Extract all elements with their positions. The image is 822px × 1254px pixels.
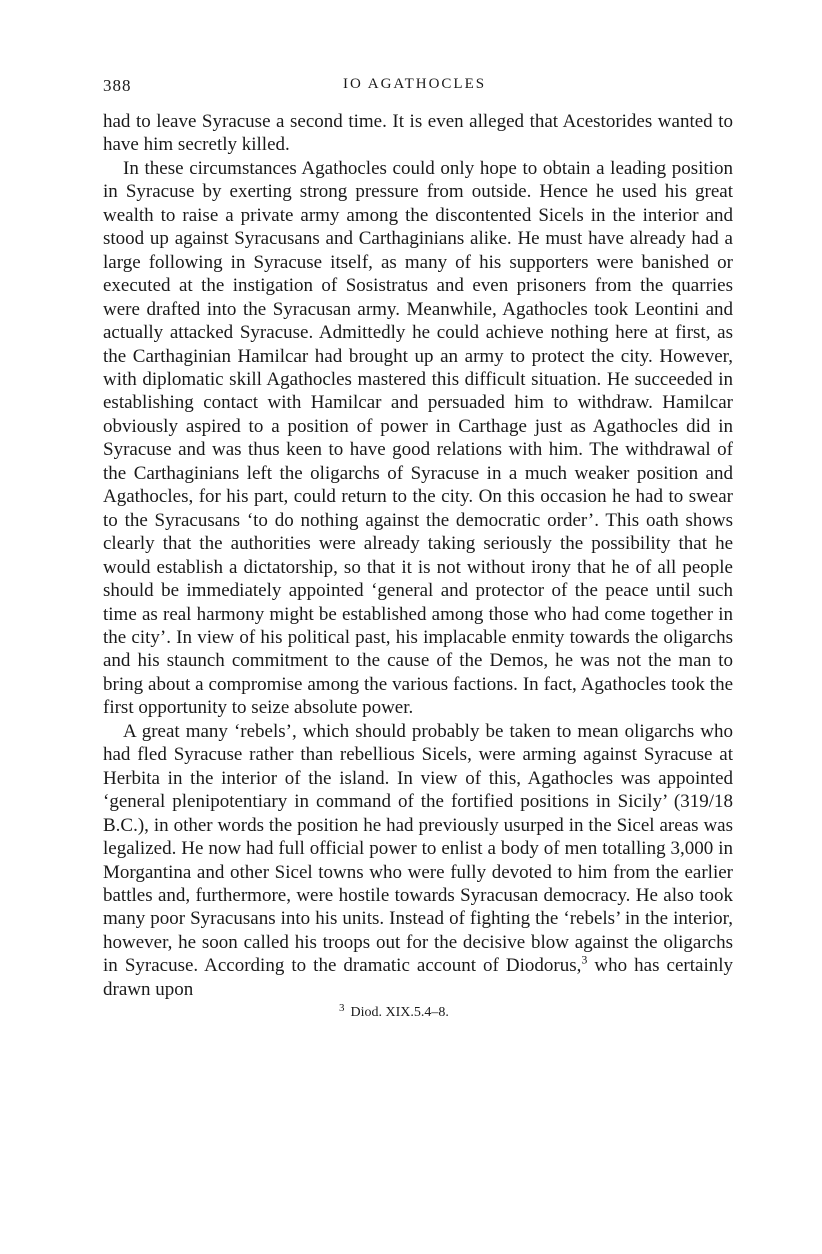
paragraph-with-footnote	[103, 720, 733, 1001]
footnote-text: Diod. XIX.5.4–8.	[350, 1005, 449, 1021]
page-header	[103, 76, 733, 102]
footnote-mark: 3	[339, 1001, 345, 1014]
page-number: 388	[103, 76, 132, 95]
paragraph: In these circumstances Agathocles could only hope to obtain a leading position in Syracuse by exerting strong pressure from outside. Hence he used his great wealth to raise a private army among the discontented Sicels in the interior and stood up against Syracusans and Carthaginians alike. He must have already had a large following in Syracuse itself, as many of his supporters were banished or executed at the instigation of Sosistratus and even prisoners from the quarries were drafted into the Syracusan army. Meanwhile, Agathocles took Leontini and actually attacked Syracuse. Admittedly he could achieve nothing here at first, as the Carthaginian Hamilcar had brought up an army to protect the city. However, with diplomatic skill Agathocles mastered this difficult situation. He succeeded in establishing contact with Hamilcar and persuaded him to withdraw. Hamilcar obviously aspired to a position of power in Carthage just as Agathocles did in Syracuse and was thus keen to have good relations with him. The withdrawal of the Carthaginians left the oligarchs of Syracuse in a much weaker position and Agathocles, for his part, could return to the city. On this occasion he had to swear to the Syracusans ‘to do nothing against the democratic order’. This oath shows clearly that the authorities were already taking seriously the possibility that he would establish a dictatorship, so that it is not without irony that he of all people should be immediately appointed ‘general and protector of the peace until such time as real harmony might be established among those who had come together in the city’. In view of his political past, his implacable enmity towards the oligarchs and his staunch commitment to the cause of the Demos, he was not the man to bring about a compromise among the various factions. In fact, Agathocles took the first opportunity to seize absolute power.	[103, 157, 733, 719]
running-head: IO AGATHOCLES	[343, 76, 487, 92]
era-abbreviation: B.C.	[103, 814, 138, 836]
paragraph-continued: had to leave Syracuse a second time. It is even alleged that Acestorides wanted to have him secretly killed.	[103, 111, 733, 156]
footnote-reference[interactable]: 3	[581, 952, 588, 967]
body-text	[103, 110, 733, 1001]
book-page	[103, 76, 733, 1022]
paragraph-text: ), in other words the position he had previously usurped in the Sicel areas was legalized. He now had full official power to enlist a body of men totalling 3,000 in Morgantina and other Sicel towns who were fully devoted to him from the earlier battles and, furthermore, were hostile towards Syracusan democracy. He also took many poor Syracusans into his units. Instead of fighting the ‘rebels’ in the interior, however, he soon called his troops out for the decisive blow against the oligarchs in Syracuse. According to the dramatic account of Diodorus,	[103, 814, 733, 977]
paragraph-text: who has certainly drawn upon	[103, 955, 734, 1000]
footnote	[103, 1001, 733, 1022]
paragraph-text: A great many ‘rebels’, which should probably be taken to mean oligarchs who had fled Syracuse rather than rebellious Sicels, were arming against Syracuse at Herbita in the interior of the island. In view of this, Agathocles was appointed ‘general plenipotentiary in command of the fortified positions in Sicily’ (319/18	[103, 720, 733, 813]
